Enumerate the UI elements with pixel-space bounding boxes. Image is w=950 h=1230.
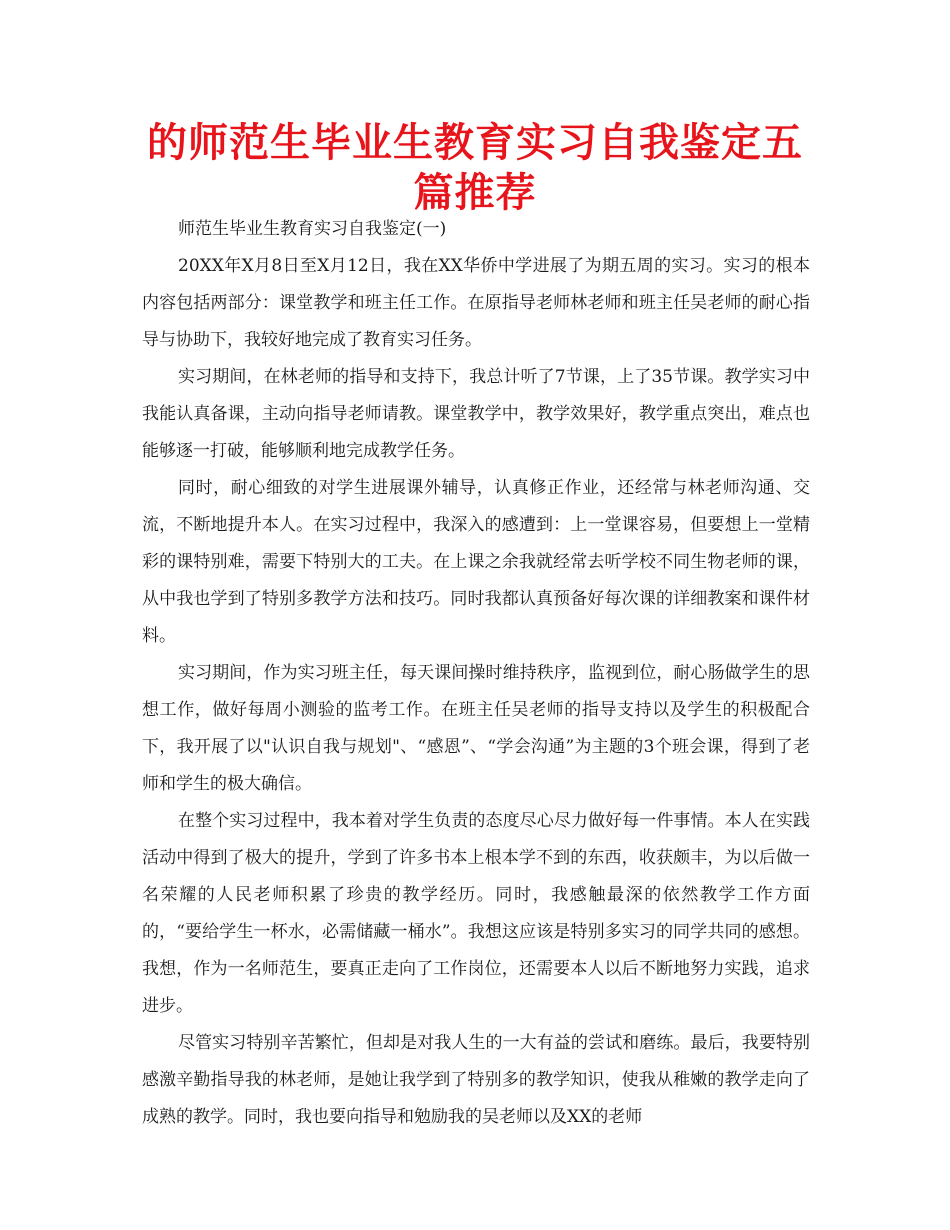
paragraph-5: 在整个实习过程中，我本着对学生负责的态度尽心尽力做好每一件事情。本人在实践活动中得到了极大的提升，学到了许多书本上根本学不到的东西，收获颇丰，为以后做一名荣耀的人民老师积累了珍贵的教学经历。同时，我感触最深的依然教学工作方面的，“要给学生一杯水，必需储藏一桶水”。我想这应该是特别多实习的同学共同的感想。我想，作为一名师范生，要真正走向了工作岗位，还需要本人以后不断地努力实践，追求进步。 xyxy=(142,811,810,1016)
paragraph-3: 同时，耐心细致的对学生进展课外辅导，认真修正作业，还经常与林老师沟通、交流，不断地提升本人。在实习过程中，我深入的感遭到：上一堂课容易，但要想上一堂精彩的课特别难，需要下特别大的工夫。在上课之余我就经常去听学校不同生物老师的课，从中我也学到了特别多教学方法和技巧。同时我都认真预备好每次课的详细教案和课件材料。 xyxy=(142,478,810,646)
paragraph-4: 实习期间，作为实习班主任，每天课间操时维持秩序，监视到位，耐心肠做学生的思想工作，做好每周小测验的监考工作。在班主任吴老师的指导支持以及学生的积极配合下，我开展了以"认识自我与规划"、“感恩”、“学会沟通”为主题的3个班会课，得到了老师和学生的极大确信。 xyxy=(142,663,810,794)
paragraph-6: 尽管实习特别辛苦繁忙，但却是对我人生的一大有益的尝试和磨练。最后，我要特别感激辛勤指导我的林老师，是她让我学到了特别多的教学知识，使我从稚嫩的教学走向了成熟的教学。同时，我也要向指导和勉励我的吴老师以及XX的老师 xyxy=(142,1033,810,1127)
document-title: 的师范生毕业生教育实习自我鉴定五篇推荐 xyxy=(147,120,803,216)
paragraph-1: 20XX年X月8日至X月12日，我在XX华侨中学进展了为期五周的实习。实习的根本内容包括两部分：课堂教学和班主任工作。在原指导老师林老师和班主任吴老师的耐心指导与协助下，我较好地完成了教育实习任务。 xyxy=(142,256,810,350)
document-body xyxy=(142,211,810,1136)
section-heading: 师范生毕业生教育实习自我鉴定(一) xyxy=(178,219,447,239)
paragraph-2: 实习期间，在林老师的指导和支持下，我总计听了7节课，上了35节课。教学实习中我能认真备课，主动向指导老师请教。课堂教学中，教学效果好，教学重点突出，难点也能够逐一打破，能够顺利地完成教学任务。 xyxy=(142,367,810,461)
